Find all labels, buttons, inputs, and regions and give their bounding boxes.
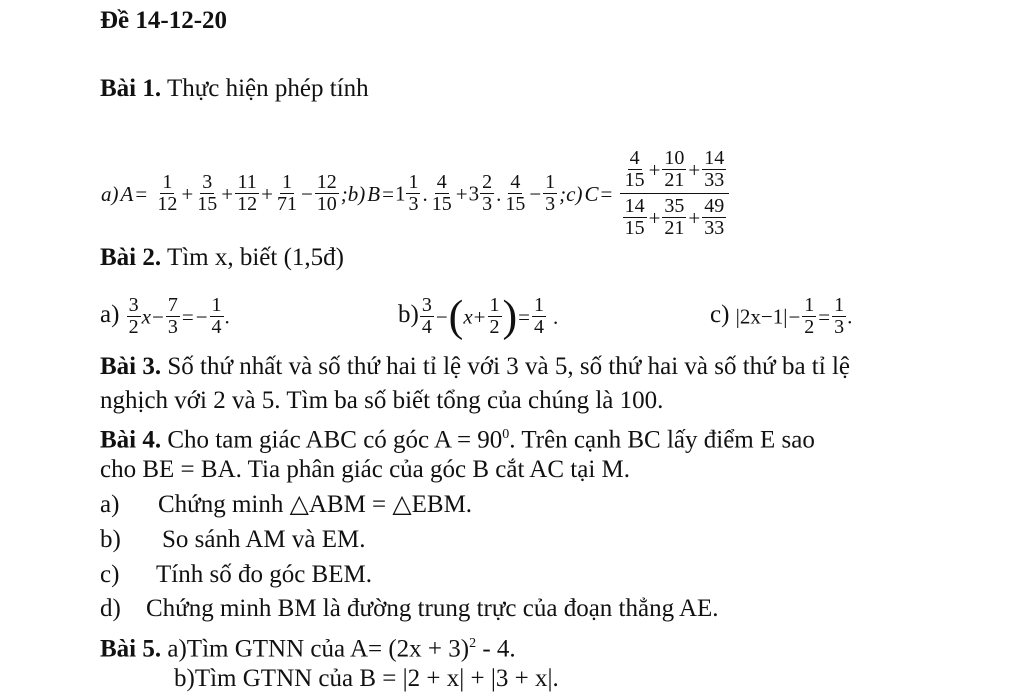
- bai5-line-a: [100, 629, 516, 664]
- minus-sign: −: [788, 304, 801, 329]
- fraction: $\frac{4}{15}$: [624, 147, 645, 191]
- bai4-text-1a: Cho tam giác ABC có góc A = 90: [167, 426, 503, 454]
- fraction: $\frac{3}{4}$: [421, 294, 432, 338]
- var-C: C: [584, 181, 599, 206]
- bai1-c-label: ;c): [559, 181, 583, 206]
- fraction: $\frac{1}{3}$: [834, 294, 845, 338]
- complex-fraction: [620, 148, 730, 239]
- equals-sign: =: [600, 181, 613, 206]
- bai4-item-a: [100, 490, 472, 520]
- fraction: $\frac{49}{33}$: [704, 195, 725, 239]
- fraction: $\frac{1}{71}$: [276, 171, 297, 215]
- plus-sign: +: [181, 181, 194, 206]
- dot-sign: .: [496, 181, 502, 206]
- bai2-part-a: [100, 295, 230, 338]
- bai3-text-1: Số thứ nhất và số thứ hai tỉ lệ với 3 và 5, số thứ hai và số thứ ba tỉ lệ: [167, 353, 850, 380]
- bai3-title: Bài 3.: [100, 353, 162, 380]
- square-superscript: 2: [469, 636, 477, 651]
- bai3-line2: nghịch với 2 và 5. Tìm ba số biết tổng của chúng là 100.: [100, 387, 664, 414]
- minus-sign: −: [435, 304, 448, 329]
- fraction: $\frac{35}{21}$: [664, 195, 685, 239]
- fraction: $\frac{12}{10}$: [316, 171, 337, 215]
- plus-sign: +: [455, 181, 468, 206]
- var-A: A: [120, 181, 134, 206]
- equals-sign: =: [135, 181, 148, 206]
- bai5-text-a: a)Tìm GTNN của A= (2x + 3): [167, 635, 470, 663]
- bai2-part-b: [398, 291, 559, 341]
- bai4-item-label: a): [100, 491, 120, 518]
- bai4-title: Bài 4.: [100, 426, 162, 454]
- degree-superscript: 0: [502, 427, 510, 442]
- fraction: $\frac{4}{15}$: [505, 171, 526, 215]
- fraction: $\frac{3}{15}$: [197, 171, 218, 215]
- open-paren: (: [448, 291, 464, 341]
- bai4-item-label: d): [100, 595, 121, 622]
- equals-sign: =: [181, 304, 194, 329]
- bai4-item-b: [100, 525, 365, 555]
- bai4-line2: cho BE = BA. Tia phân giác của góc B cắt AC tại M.: [100, 456, 631, 483]
- bai4-item-c: [100, 560, 372, 590]
- bai2-a-label: a): [100, 301, 120, 329]
- minus-sign: −: [300, 181, 313, 206]
- bai2-heading: [100, 243, 344, 273]
- bai1-expressions: [100, 148, 729, 239]
- fraction: $\frac{1}{4}$: [211, 294, 222, 338]
- bai1-b-label: ;b): [340, 181, 366, 206]
- plus-sign: +: [648, 157, 661, 182]
- var-x: x: [141, 304, 151, 329]
- bai2-part-c: [710, 295, 852, 338]
- bai1-title: Bài 1.: [100, 75, 162, 102]
- fraction: $\frac{3}{2}$: [128, 294, 139, 338]
- bai2-c-label: c): [710, 301, 730, 329]
- bai4-item-text: Chứng minh BM là đường trung trực của đoạn thẳng AE.: [146, 595, 719, 622]
- bai4-item-text: So sánh AM và EM.: [162, 526, 366, 553]
- bai5-line-b: b)Tìm GTNN của B = |2 + x| + |3 + x|.: [174, 665, 559, 692]
- minus-sign: −: [152, 304, 164, 329]
- bai4-item-d: [100, 594, 719, 624]
- var-x: x: [463, 304, 473, 329]
- bai3-line1: [100, 352, 850, 382]
- equals-sign: =: [818, 304, 831, 329]
- equals-sign: =: [518, 304, 530, 329]
- plus-sign: +: [261, 181, 273, 206]
- plus-sign: +: [648, 205, 661, 230]
- bai1-a-label: a): [101, 181, 119, 206]
- bai4-text-1b: . Trên cạnh BC lấy điểm E sao: [509, 426, 815, 454]
- fraction: $\frac{1}{4}$: [534, 294, 544, 338]
- fraction: $\frac{10}{21}$: [664, 147, 685, 191]
- period: .: [553, 304, 559, 329]
- bai5-text-a-end: - 4.: [476, 635, 516, 663]
- fraction: $\frac{7}{3}$: [167, 294, 178, 338]
- fraction: $\frac{4}{15}$: [431, 171, 452, 215]
- bai2-title: Bài 2.: [100, 244, 162, 271]
- fraction: $\frac{14}{15}$: [624, 195, 645, 239]
- equals-sign: =: [382, 181, 394, 206]
- fraction: $\frac{1}{2}$: [489, 294, 500, 338]
- close-paren: ): [502, 291, 518, 341]
- plus-sign: +: [688, 205, 701, 230]
- bai4-item-text: Tính số đo góc BEM.: [156, 561, 372, 588]
- plus-sign: +: [221, 181, 234, 206]
- document-title: Đề 14-12-20: [100, 7, 228, 34]
- minus-sign: −: [529, 181, 542, 206]
- bai5-title: Bài 5.: [100, 635, 162, 663]
- fraction: $\frac{1}{3}$: [545, 171, 556, 215]
- fraction: $\frac{1}{2}$: [804, 294, 815, 338]
- fraction: $\frac{11}{12}$: [237, 171, 258, 215]
- minus-sign: −: [195, 304, 208, 329]
- fraction: $\frac{1}{12}$: [157, 171, 178, 215]
- mixed-number-integer: 3: [468, 181, 480, 206]
- var-B: B: [367, 181, 381, 206]
- bai4-item-label: b): [100, 526, 121, 553]
- absolute-value-expression: |2x−1|: [735, 304, 788, 329]
- complex-fraction-numerator: [620, 148, 730, 194]
- plus-sign: +: [688, 157, 701, 182]
- period: .: [847, 304, 853, 329]
- fraction: $\frac{1}{3}$: [408, 171, 419, 215]
- bai4-item-label: c): [100, 561, 120, 588]
- plus-sign: +: [473, 304, 486, 329]
- mixed-number-integer: 1: [394, 181, 406, 206]
- bai2-intro: Tìm x, biết (1,5đ): [166, 244, 344, 271]
- fraction: $\frac{2}{3}$: [482, 171, 493, 215]
- bai1-heading: [100, 74, 369, 104]
- bai4-item-text: Chứng minh △ABM = △EBM.: [158, 491, 473, 518]
- dot-sign: .: [422, 181, 428, 206]
- complex-fraction-denominator: [620, 194, 730, 239]
- bai1-intro: Thực hiện phép tính: [166, 75, 369, 102]
- fraction: $\frac{14}{33}$: [704, 147, 725, 191]
- bai2-b-label: b): [398, 301, 419, 329]
- bai4-line1: [100, 420, 815, 455]
- period: .: [224, 304, 230, 329]
